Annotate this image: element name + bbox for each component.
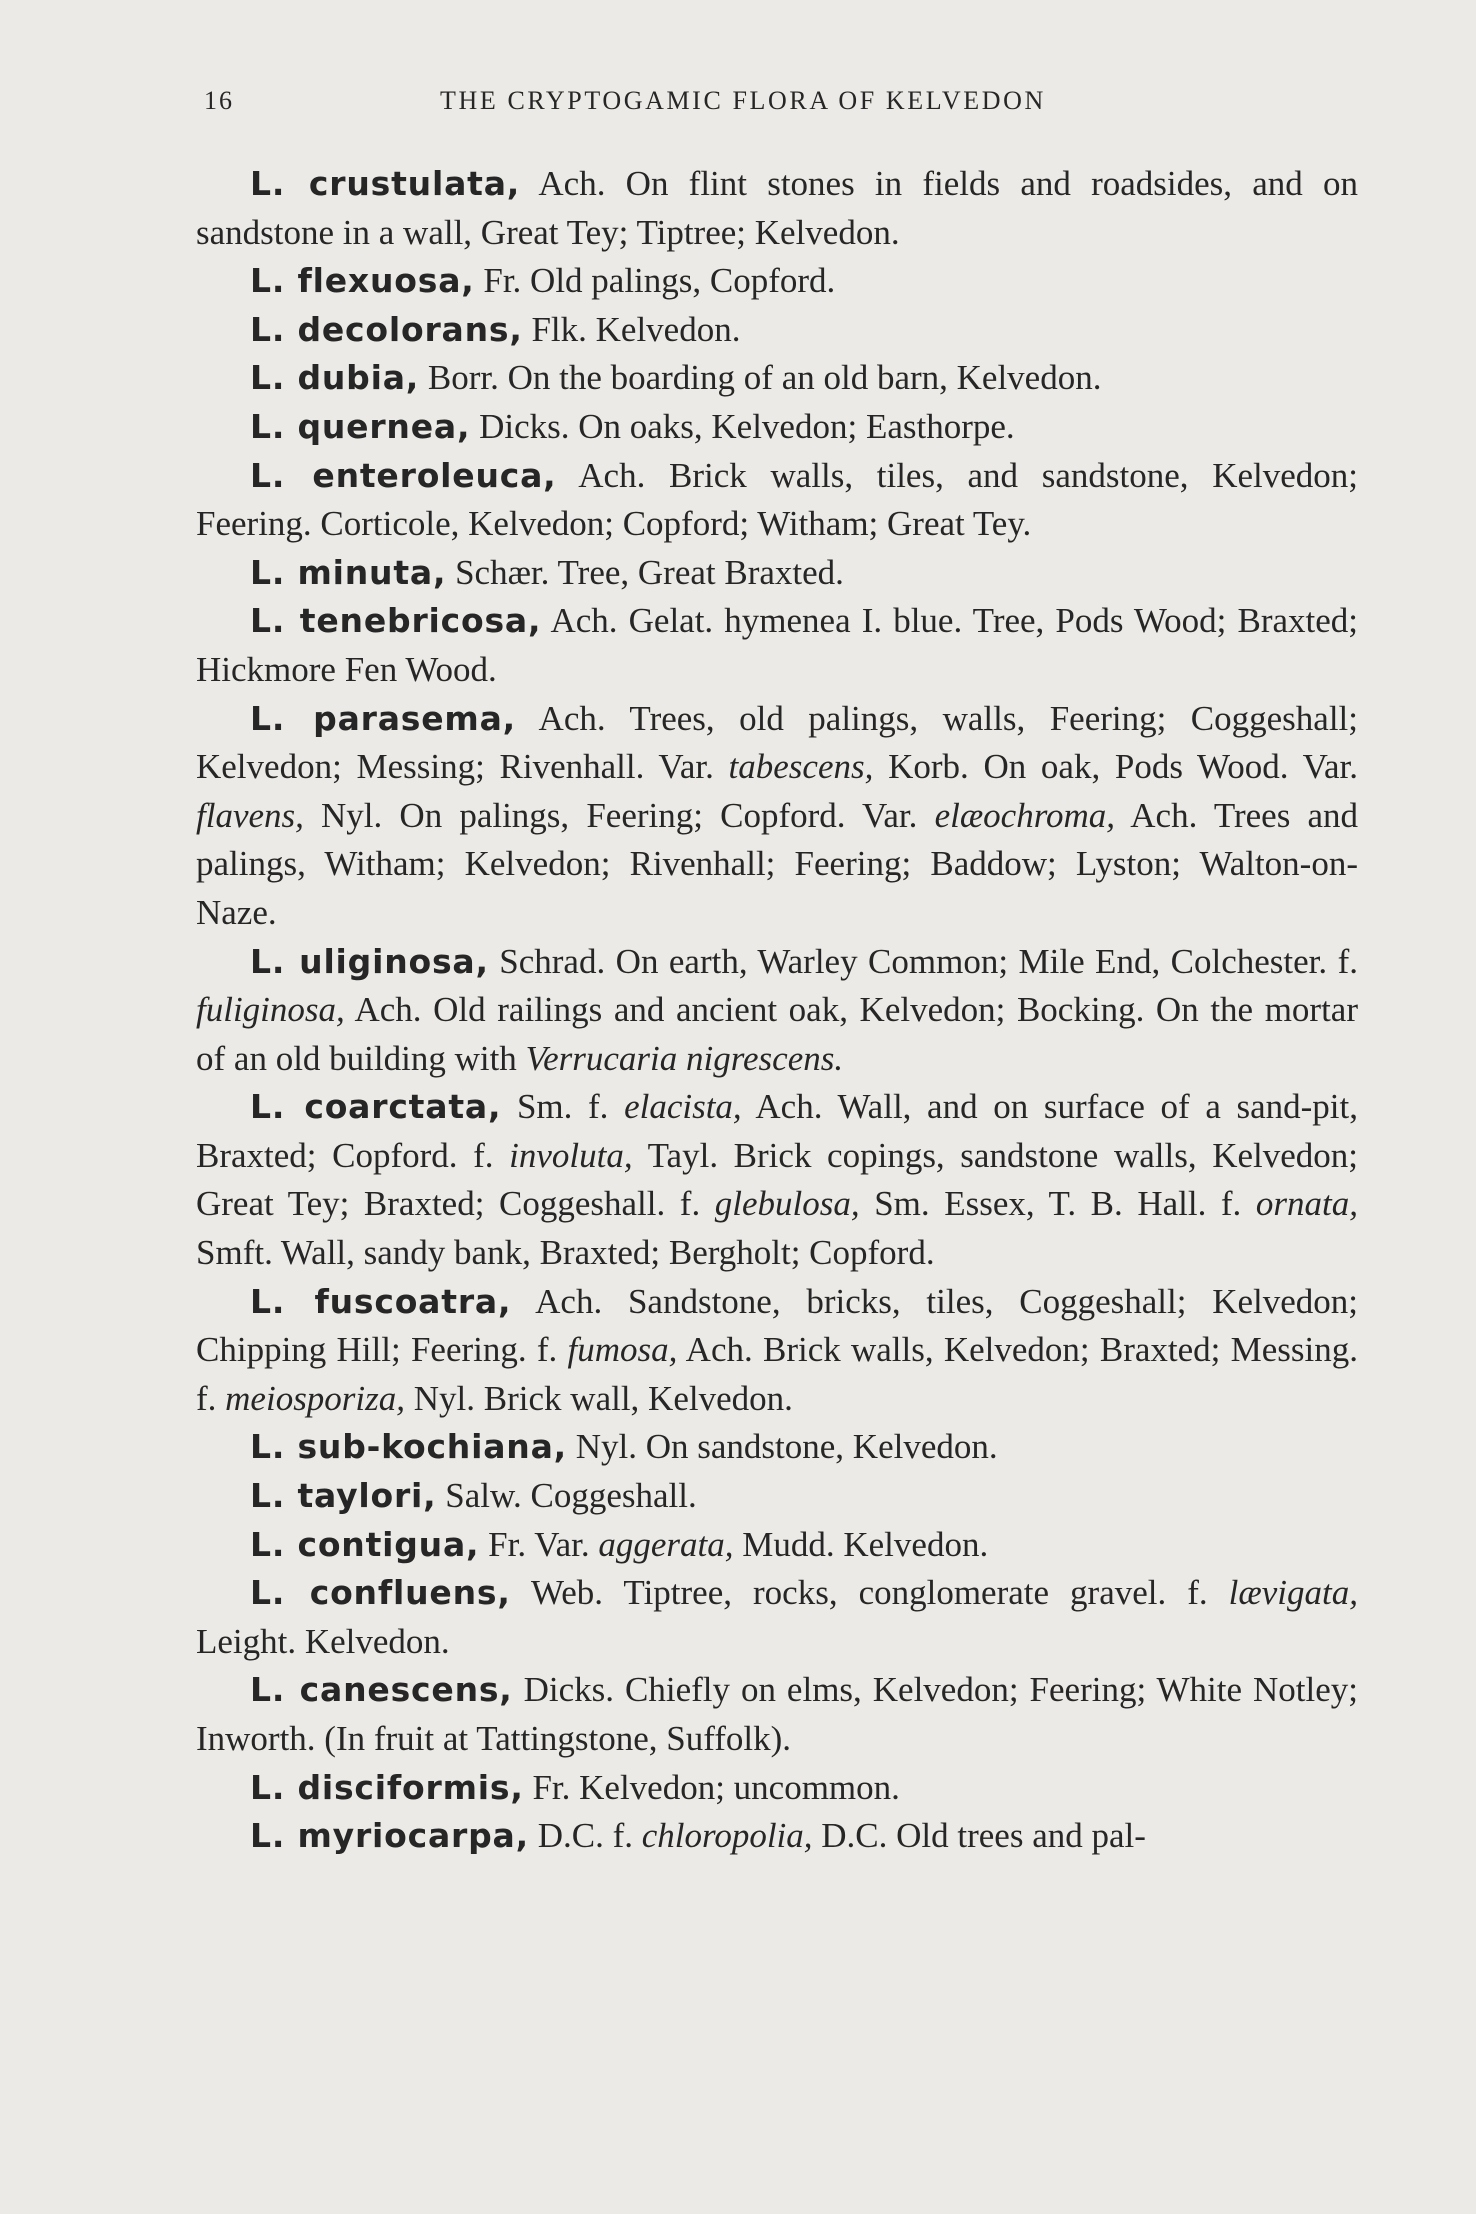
- page-number: 16: [204, 86, 234, 115]
- form-name: lævigata,: [1228, 1573, 1358, 1613]
- form-name: fumosa,: [567, 1330, 678, 1370]
- running-title: THE CRYPTOGAMIC FLORA OF KELVEDON: [440, 86, 1046, 115]
- entry-contigua: L. contigua, Fr. Var. aggerata, Mudd. Kelvedon.: [250, 1524, 989, 1564]
- entry-fuscoatra: L. fuscoatra, Ach. Sandstone, bricks, tiles, Coggeshall; Kelvedon; Chipping Hill; Feering. f. fumosa, Ach. Brick walls, Kelvedon; Braxted; Messing. f. meiosporiza, Nyl. Brick wall, Kelvedon.: [196, 1281, 1358, 1418]
- entry-sub-kochiana: L. sub-kochiana, Nyl. On sandstone, Kelvedon.: [250, 1427, 998, 1467]
- species-name: L. flexuosa,: [250, 261, 475, 301]
- entry-disciformis: L. disciformis, Fr. Kelvedon; uncommon.: [250, 1767, 900, 1807]
- variety-name: flavens,: [196, 795, 304, 835]
- form-name: glebulosa,: [714, 1184, 860, 1224]
- form-name: fuliginosa,: [196, 990, 345, 1030]
- form-name: chloropolia,: [641, 1816, 813, 1856]
- variety-name: tabescens,: [728, 747, 874, 787]
- species-name: L. enteroleuca,: [250, 455, 557, 495]
- species-name: L. minuta,: [250, 552, 447, 592]
- species-name: L. taylori,: [250, 1476, 437, 1516]
- species-name: L. decolorans,: [250, 309, 523, 349]
- variety-name: aggerata,: [598, 1524, 734, 1564]
- species-name: L. fuscoatra,: [250, 1281, 512, 1321]
- entry-myriocarpa: L. myriocarpa, D.C. f. chloropolia, D.C. Old trees and pal-: [250, 1816, 1146, 1856]
- entry-flexuosa: L. flexuosa, Fr. Old palings, Copford.: [250, 261, 836, 301]
- entry-coarctata: L. coarctata, Sm. f. elacista, Ach. Wall, and on surface of a sand-pit, Braxted; Copford. f. involuta, Tayl. Brick copings, sandstone walls, Kelvedon; Great Tey; Braxted; Coggeshall. f. glebulosa, Sm. Essex, T. B. Hall. f. ornata, Smft. Wall, sandy bank, Braxted; Bergholt; Copford.: [196, 1087, 1358, 1273]
- entry-confluens: L. confluens, Web. Tiptree, rocks, conglomerate gravel. f. lævigata, Leight. Kelvedon.: [196, 1573, 1358, 1661]
- entry-canescens: L. canescens, Dicks. Chiefly on elms, Kelvedon; Feering; White Notley; Inworth. (In fruit at Tattingstone, Suffolk).: [196, 1670, 1358, 1758]
- species-name: L. crustulata,: [250, 164, 521, 203]
- form-name: meiosporiza,: [225, 1378, 406, 1418]
- species-name: L. parasema,: [250, 698, 517, 738]
- flora-text: [196, 160, 1358, 1861]
- species-name: L. disciformis,: [250, 1767, 524, 1807]
- entry-dubia: L. dubia, Borr. On the boarding of an old barn, Kelvedon.: [250, 358, 1102, 398]
- species-name: L. canescens,: [250, 1670, 513, 1710]
- entry-crustulata: L. crustulata, Ach. On flint stones in fields and roadsides, and on sandstone in a wall, Great Tey; Tiptree; Kelvedon.: [196, 164, 1358, 252]
- entry-parasema: L. parasema, Ach. Trees, old palings, walls, Feering; Coggeshall; Kelvedon; Messing; Rivenhall. Var. tabescens, Korb. On oak, Pods Wood. Var. flavens, Nyl. On palings, Feering; Copford. Var. elæochroma, Ach. Trees and palings, Witham; Kelvedon; Rivenhall; Feering; Baddow; Lyston; Walton-on-Naze.: [196, 698, 1359, 932]
- species-name: L. sub-kochiana,: [250, 1427, 567, 1467]
- entry-minuta: L. minuta, Schær. Tree, Great Braxted.: [250, 552, 844, 592]
- running-header: [204, 86, 1204, 126]
- entry-decolorans: L. decolorans, Flk. Kelvedon.: [250, 309, 741, 349]
- species-name: L. tenebricosa,: [250, 601, 542, 641]
- species-name: L. quernea,: [250, 406, 471, 446]
- species-name: L. uliginosa,: [250, 941, 489, 981]
- species-name: L. contigua,: [250, 1524, 480, 1564]
- entry-enteroleuca: L. enteroleuca, Ach. Brick walls, tiles, and sandstone, Kelvedon; Feering. Corticole, Kelvedon; Copford; Witham; Great Tey.: [196, 455, 1358, 544]
- form-name: ornata,: [1255, 1184, 1358, 1224]
- variety-name: elæochroma,: [934, 795, 1116, 835]
- form-name: elacista,: [624, 1087, 742, 1127]
- entry-taylori: L. taylori, Salw. Coggeshall.: [250, 1476, 697, 1516]
- entry-quernea: L. quernea, Dicks. On oaks, Kelvedon; Easthorpe.: [250, 406, 1015, 446]
- species-name: L. coarctata,: [250, 1087, 502, 1127]
- entry-tenebricosa: L. tenebricosa, Ach. Gelat. hymenea I. blue. Tree, Pods Wood; Braxted; Hickmore Fen Wood.: [196, 601, 1358, 689]
- entry-uliginosa: L. uliginosa, Schrad. On earth, Warley Common; Mile End, Colchester. f. fuliginosa, Ach. Old railings and ancient oak, Kelvedon; Bocking. On the mortar of an old building with Verrucaria nigrescens.: [196, 941, 1358, 1078]
- form-name: involuta,: [509, 1135, 633, 1175]
- species-name: L. myriocarpa,: [250, 1816, 529, 1856]
- associated-species: Verrucaria nigrescens.: [525, 1038, 844, 1078]
- species-name: L. confluens,: [250, 1573, 511, 1613]
- species-name: L. dubia,: [250, 358, 420, 398]
